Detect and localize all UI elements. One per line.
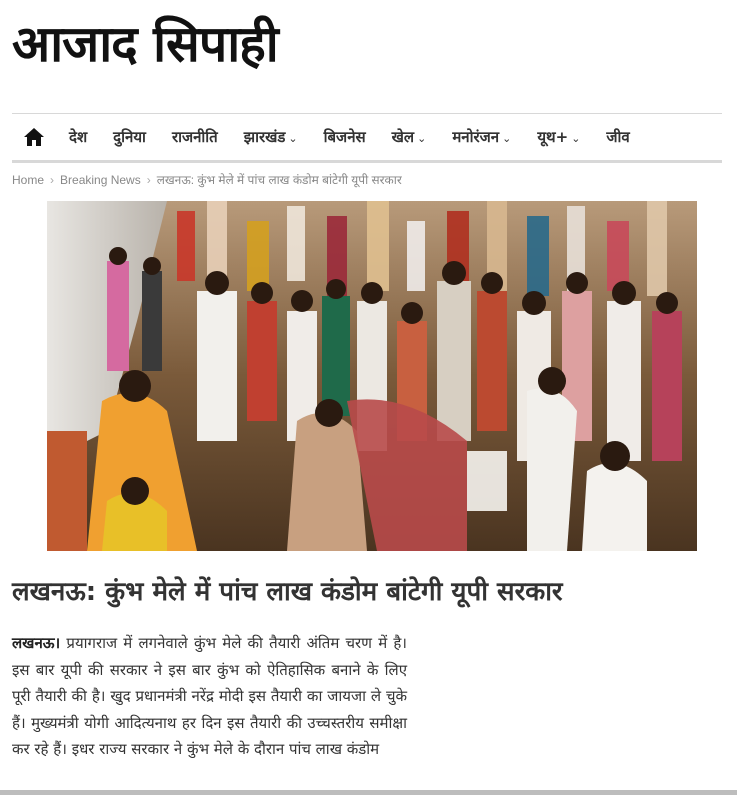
nav-item-label: राजनीति (171, 128, 218, 146)
article-hero-image (47, 201, 697, 551)
nav-item-manoranjan[interactable] (439, 114, 524, 160)
nav-item-label: बिजनेस (323, 128, 366, 146)
nav-item-label: यूथ+ (537, 128, 569, 146)
chevron-down-icon: ⌄ (417, 132, 427, 145)
nav-item-jharkhand[interactable] (231, 114, 311, 160)
breadcrumb-category[interactable]: Breaking News (60, 173, 141, 187)
breadcrumb (12, 171, 402, 188)
nav-item-label: देश (69, 128, 88, 146)
breadcrumb-separator: › (50, 173, 55, 187)
nav-home-button[interactable] (12, 114, 56, 160)
article-body-text: प्रयागराज में लगनेवाले कुंभ मेले की तैयारी अंतिम चरण में है। इस बार यूपी की सरकार ने इस बार कुंभ को ऐतिहासिक बनाने के लिए पूरी तैयारी की है। खुद प्रधानमंत्री नरेंद्र मोदी इस तैयारी का जायजा ले चुके हैं। मुख्यमंत्री योगी आदित्यनाथ हर दिन इस तैयारी की उच्चस्तरीय समीक्षा कर रहे हैं। इधर राज्य सरकार ने कुंभ मेले के दौरान पांच लाख कंडोम (12, 634, 407, 759)
nav-item-duniya[interactable] (100, 114, 159, 160)
article-headline: लखनऊ: कुंभ मेले में पांच लाख कंडोम बांटेगी यूपी सरकार (12, 577, 563, 607)
breadcrumb-current: लखनऊ: कुंभ मेले में पांच लाख कंडोम बांटेगी यूपी सरकार (156, 173, 402, 187)
crowd-photo (47, 201, 697, 551)
nav-item-youth[interactable] (524, 114, 593, 160)
site-logo[interactable]: आजाद सिपाही (12, 15, 278, 73)
nav-item-label: मनोरंजन (452, 128, 500, 146)
bottom-scrollbar[interactable] (0, 790, 737, 795)
chevron-down-icon: ⌄ (288, 132, 298, 145)
chevron-down-icon: ⌄ (502, 132, 512, 145)
article-dateline: लखनऊ। (12, 634, 61, 652)
breadcrumb-home[interactable]: Home (12, 173, 45, 187)
nav-item-khel[interactable] (379, 114, 440, 160)
nav-item-business[interactable] (311, 114, 379, 160)
chevron-down-icon: ⌄ (571, 132, 581, 145)
nav-item-jeevan[interactable] (593, 114, 642, 160)
main-nav (12, 113, 722, 163)
nav-item-label: दुनिया (113, 128, 146, 146)
nav-item-rajniti[interactable] (159, 114, 231, 160)
nav-item-label: खेल (391, 128, 415, 146)
breadcrumb-separator: › (146, 173, 151, 187)
home-icon (23, 127, 45, 147)
nav-item-desh[interactable] (56, 114, 100, 160)
nav-item-label: जीव (606, 128, 630, 146)
article-body (12, 630, 407, 763)
nav-item-label: झारखंड (243, 128, 286, 146)
